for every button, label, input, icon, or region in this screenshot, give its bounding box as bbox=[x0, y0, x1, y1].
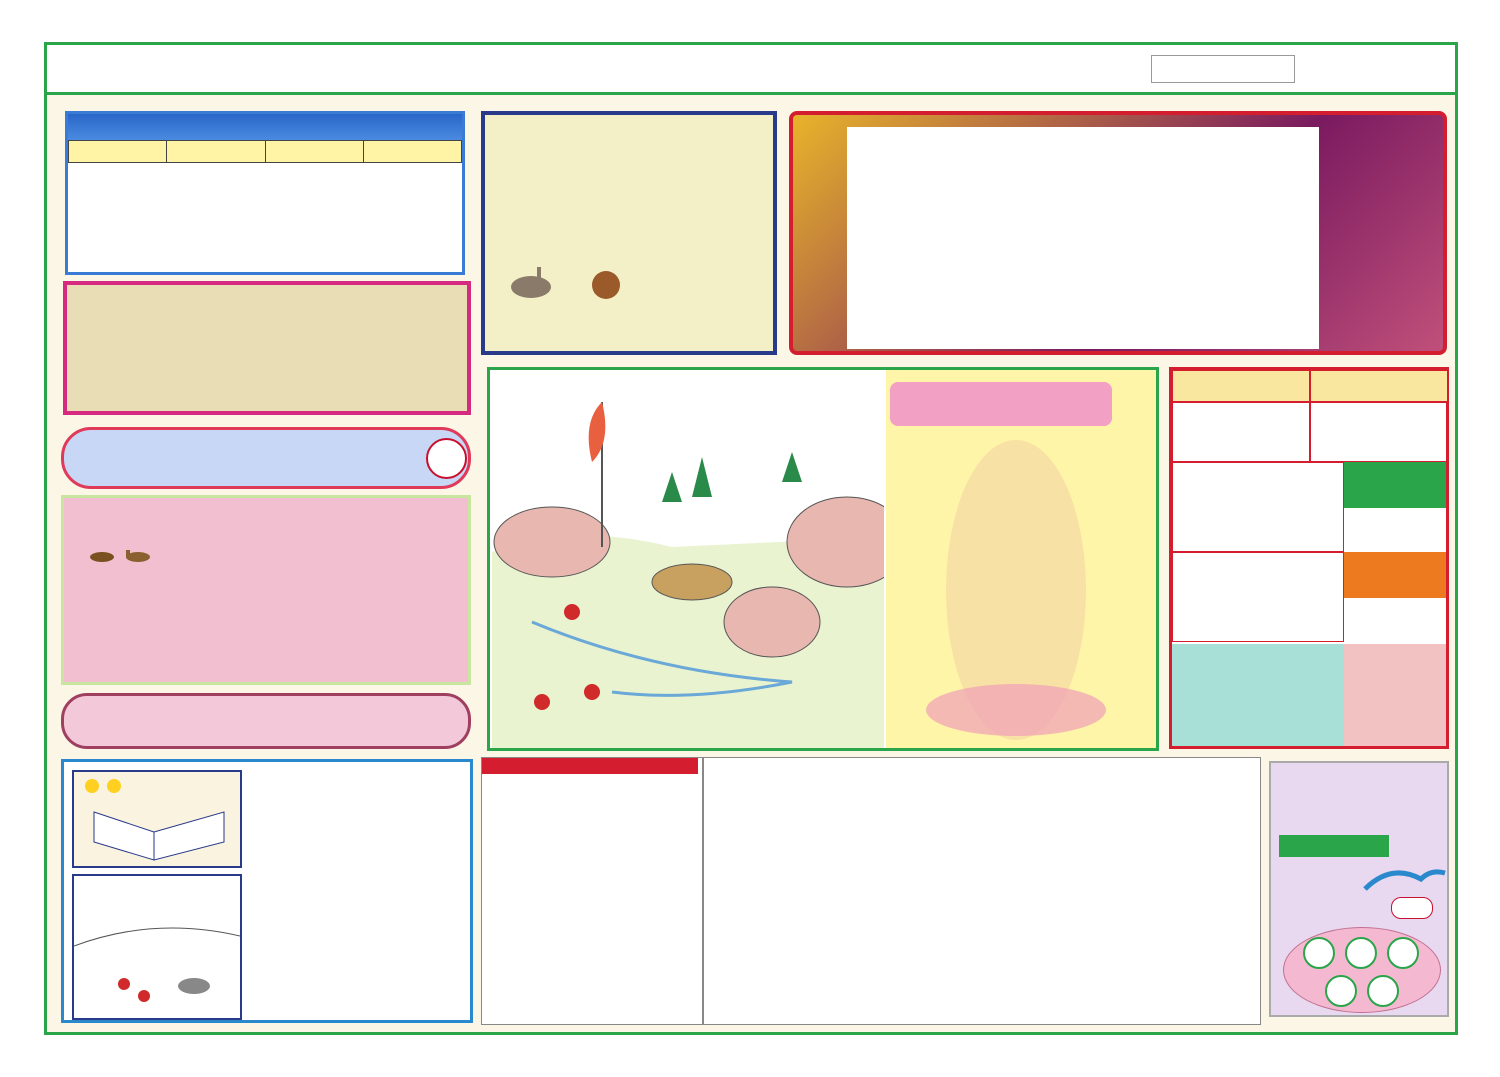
lucky-zodiac-row bbox=[78, 546, 156, 566]
lucky-zodiac-label bbox=[501, 263, 631, 303]
rabbit-monkey-icon bbox=[501, 263, 631, 303]
tag-orange bbox=[1344, 552, 1446, 598]
open-parity bbox=[1310, 402, 1448, 462]
strategy-ball bbox=[1303, 937, 1335, 969]
bodhisattva-image bbox=[886, 370, 1156, 748]
dot-pattern bbox=[704, 758, 1260, 1024]
number-38 bbox=[1172, 552, 1344, 642]
results-pattern-grid bbox=[702, 758, 1258, 1024]
computer-analysis-box bbox=[63, 281, 471, 415]
strategy-ball bbox=[1345, 937, 1377, 969]
bird-icon bbox=[1361, 859, 1449, 899]
number-24 bbox=[1172, 462, 1344, 552]
treasure-title bbox=[890, 382, 1112, 426]
issue-number bbox=[1151, 55, 1295, 83]
page bbox=[44, 42, 1458, 1035]
fushi-label bbox=[1391, 897, 1433, 919]
special-ball bbox=[426, 438, 467, 479]
special-code-box bbox=[481, 111, 777, 355]
ten-period-table bbox=[65, 111, 465, 275]
recent-results bbox=[481, 757, 1261, 1025]
ten-table-grid bbox=[68, 140, 462, 163]
col-header bbox=[265, 141, 363, 163]
zodiac-animals-icon bbox=[86, 546, 156, 566]
strategy-sub bbox=[1279, 835, 1389, 857]
tag-green bbox=[1344, 462, 1446, 508]
selected-number bbox=[1344, 644, 1446, 746]
this-period-box bbox=[1169, 367, 1449, 749]
ten-table-title bbox=[68, 114, 462, 140]
open-header-2 bbox=[1310, 370, 1448, 402]
treasure-drawing bbox=[492, 372, 884, 748]
col-header bbox=[363, 141, 461, 163]
open-size bbox=[1172, 402, 1310, 462]
banner-blank-area bbox=[847, 127, 1319, 349]
banner-image bbox=[789, 111, 1447, 355]
previous-draw bbox=[61, 427, 471, 489]
strategy-ball bbox=[1325, 975, 1357, 1007]
strategy-ball bbox=[1367, 975, 1399, 1007]
previous-treasure-illustration bbox=[72, 874, 242, 1020]
header bbox=[47, 45, 1455, 95]
lucky-box bbox=[61, 495, 471, 685]
book-illustration bbox=[72, 770, 242, 868]
explanation-box bbox=[61, 759, 473, 1023]
treasure-poem-panel bbox=[886, 370, 1156, 748]
strategy-ball bbox=[1387, 937, 1419, 969]
treasure-map bbox=[487, 367, 1159, 751]
sister-numbers bbox=[61, 693, 471, 749]
brand bbox=[291, 59, 305, 79]
results-title bbox=[482, 758, 698, 774]
count-1 bbox=[1344, 508, 1446, 552]
strategy-box bbox=[1269, 761, 1449, 1017]
col-header bbox=[167, 141, 265, 163]
famous-selection bbox=[1172, 644, 1344, 746]
count-2 bbox=[1344, 598, 1446, 642]
open-header-1 bbox=[1172, 370, 1310, 402]
col-header bbox=[69, 141, 167, 163]
